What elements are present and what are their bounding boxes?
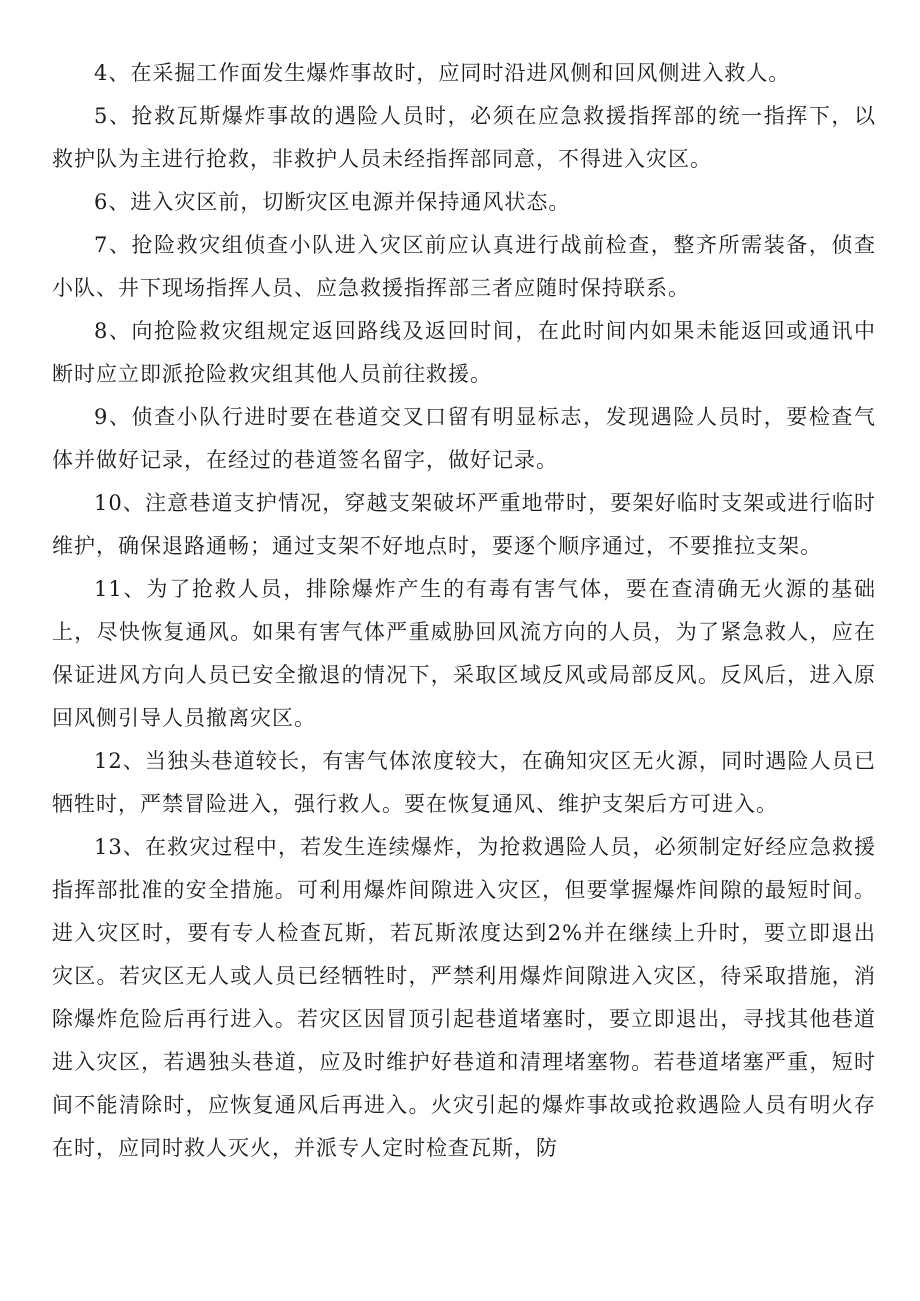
paragraph-item-5: 5、抢救瓦斯爆炸事故的遇险人员时，必须在应急救援指挥部的统一指挥下，以救护队为主进行抢救，非救护人员未经指挥部同意，不得进入灾区。 — [52, 104, 876, 171]
document-page — [52, 52, 876, 1170]
paragraph-item-8: 8、向抢险救灾组规定返回路线及返回时间，在此时间内如果未能返回或通讯中断时应立即派抢险救灾组其他人员前往救援。 — [52, 319, 876, 386]
paragraph-item-11: 11、为了抢救人员，排除爆炸产生的有毒有害气体，要在查清确无火源的基础上，尽快恢复通风。如果有害气体严重威胁回风流方向的人员，为了紧急救人，应在保证进风方向人员已安全撤退的情况下，采取区域反风或局部反风。反风后，进入原回风侧引导人员撤离灾区。 — [52, 577, 876, 730]
paragraph-item-13: 13、在救灾过程中，若发生连续爆炸，为抢救遇险人员，必须制定好经应急救援指挥部批准的安全措施。可利用爆炸间隙进入灾区，但要掌握爆炸间隙的最短时间。进入灾区时，要有专人检查瓦斯，若瓦斯浓度达到2%并在继续上升时，要立即退出灾区。若灾区无人或人员已经牺牲时，严禁利用爆炸间隙进入灾区，待采取措施，消除爆炸危险后再行进入。若灾区因冒顶引起巷道堵塞时，要立即退出，寻找其他巷道进入灾区，若遇独头巷道，应及时维护好巷道和清理堵塞物。若巷道堵塞严重，短时间不能清除时，应恢复通风后再进入。火灾引起的爆炸事故或抢救遇险人员有明火存在时，应同时救人灭火，并派专人定时检查瓦斯，防 — [52, 835, 876, 1160]
paragraph-item-7: 7、抢险救灾组侦查小队进入灾区前应认真进行战前检查，整齐所需装备，侦查小队、井下现场指挥人员、应急救援指挥部三者应随时保持联系。 — [52, 233, 876, 300]
paragraph-item-10: 10、注意巷道支护情况，穿越支架破坏严重地带时，要架好临时支架或进行临时维护，确保退路通畅；通过支架不好地点时，要逐个顺序通过，不要推拉支架。 — [52, 491, 876, 558]
paragraph-item-6: 6、进入灾区前，切断灾区电源并保持通风状态。 — [94, 190, 571, 214]
paragraph-item-12: 12、当独头巷道较长，有害气体浓度较大，在确知灾区无火源，同时遇险人员已牺牲时，严禁冒险进入，强行救人。要在恢复通风、维护支架后方可进入。 — [52, 749, 876, 816]
paragraph-item-9: 9、侦查小队行进时要在巷道交叉口留有明显标志，发现遇险人员时，要检查气体并做好记录，在经过的巷道签名留字，做好记录。 — [52, 405, 876, 472]
paragraph-item-4: 4、在采掘工作面发生爆炸事故时，应同时沿进风侧和回风侧进入救人。 — [94, 61, 791, 85]
